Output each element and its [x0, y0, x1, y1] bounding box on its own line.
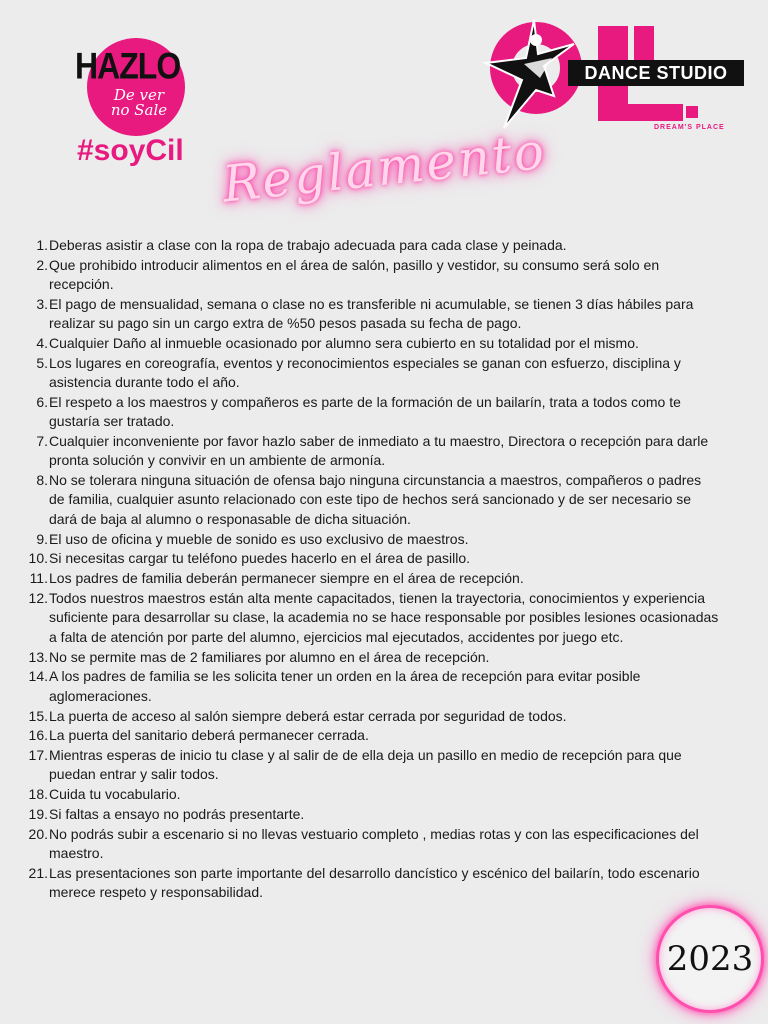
rule-number: 16.: [28, 727, 48, 744]
logo-tagline: [97, 88, 181, 118]
logo-dot: [686, 106, 698, 118]
rule-item: [20, 295, 720, 333]
rule-item: [20, 589, 720, 647]
rule-text: El uso de oficina y mueble de sonido es uso exclusivo de maestros.: [49, 530, 469, 547]
rule-number: 15.: [28, 707, 48, 724]
rule-text: Cuida tu vocabulario.: [49, 786, 181, 803]
rule-number: 11.: [29, 570, 48, 587]
rule-item: [20, 785, 720, 804]
rule-number: 5.: [36, 354, 48, 371]
logo-tagline-line2: no Sale: [110, 101, 168, 119]
rule-item: [20, 549, 720, 568]
studio-name: DANCE STUDIO: [568, 60, 744, 86]
studio-tagline: DREAM'S PLACE: [654, 124, 725, 131]
rule-item: [20, 334, 720, 353]
rule-item: [20, 236, 720, 255]
rule-item: [20, 726, 720, 745]
rule-item: [20, 825, 720, 863]
rule-number: 4.: [36, 335, 48, 352]
rule-text: Cualquier Daño al inmueble ocasionado por alumno sera cubierto en su totalidad por el mismo.: [49, 335, 639, 352]
rule-item: [20, 648, 720, 667]
rule-number: 2.: [36, 256, 48, 273]
rule-text: No se tolerara ninguna situación de ofensa bajo ninguna circunstancia a maestros, compañeros o padres de familia, cualquier asunto relacionado con este tipo de hechos será sancionado y de ser necesario se dará de baja al alumno o responasable de dicha situación.: [49, 472, 702, 527]
rule-item: [20, 864, 720, 902]
rule-item: [20, 569, 720, 588]
rule-text: Cualquier inconveniente por favor hazlo saber de inmediato a tu maestro, Directora o recepción para darle pronta solución y convivir en un ambiente de armonía.: [49, 433, 709, 469]
rule-number: 18.: [28, 786, 48, 803]
rule-number: 20.: [28, 826, 48, 843]
rule-text: El pago de mensualidad, semana o clase no es transferible ni acumulable, se tienen 3 días hábiles para realizar su pago sin un cargo extra de %50 pesos pasada su fecha de pago.: [49, 295, 694, 332]
rule-text: Si faltas a ensayo no podrás presentarte.: [49, 806, 305, 823]
rule-text: Los padres de familia deberán permanecer siempre en el área de recepción.: [49, 570, 524, 587]
rule-number: 6.: [36, 394, 48, 411]
rule-text: Los lugares en coreografía, eventos y reconocimientos especiales se ganan con esfuerzo, disciplina y asistencia durante todo el año.: [49, 354, 681, 391]
rule-item: [20, 707, 720, 726]
rule-text: El respeto a los maestros y compañeros es parte de la formación de un bailarín, trata a todos como te gustaría ser tratado.: [49, 394, 681, 430]
logo-hashtag: #soyCil: [77, 134, 184, 167]
rules-list: [20, 236, 720, 903]
rule-item: [20, 667, 720, 705]
rule-text: Mientras esperas de inicio tu clase y al salir de de ella deja un pasillo en medio de recepción para que puedan entrar y salir todos.: [49, 747, 682, 783]
logo-word: HAZLO: [75, 45, 181, 87]
rule-number: 14.: [28, 668, 48, 685]
hazlo-logo: [75, 30, 190, 167]
rule-item: [20, 746, 720, 784]
rule-text: Si necesitas cargar tu teléfono puedes hacerlo en el área de pasillo.: [49, 550, 471, 567]
rule-item: [20, 393, 720, 431]
rule-number: 17.: [28, 747, 48, 764]
rule-number: 7.: [36, 433, 48, 450]
rule-text: La puerta del sanitario deberá permanecer cerrada.: [49, 727, 369, 744]
rule-number: 9.: [36, 530, 48, 547]
logo-tagline-line1: De ver: [113, 86, 165, 104]
page-title: Reglamento: [219, 121, 549, 214]
rule-text: Todos nuestros maestros están alta mente capacitados, tienen la trayectoria, conocimientos y experiencia suficiente para desarrollar su clase, la academia no se hace responsable por posibles lesiones ocasionadas a falta de atención por parte del alumno, ejercicios mal ejecutados, accidentes por juego etc.: [49, 590, 719, 645]
rule-number: 1.: [36, 237, 48, 253]
rule-number: 12.: [28, 590, 48, 607]
rule-number: 8.: [36, 472, 48, 489]
rule-text: No se permite mas de 2 familiares por alumno en el área de recepción.: [49, 648, 490, 665]
rule-item: [20, 530, 720, 549]
rule-text: Las presentaciones son parte importante del desarrollo dancístico y escénico del bailarín, todo escenario merece respeto y responsabilidad.: [49, 865, 700, 901]
rule-number: 21.: [28, 865, 48, 882]
rule-item: [20, 354, 720, 392]
logo-letter-l: [598, 104, 683, 121]
rule-item: [20, 471, 720, 529]
rule-number: 3.: [36, 295, 48, 312]
rule-item: [20, 432, 720, 470]
rule-number: 13.: [28, 648, 48, 665]
rule-number: 10.: [28, 550, 48, 567]
rule-item: [20, 805, 720, 824]
rule-text: No podrás subir a escenario si no llevas vestuario completo , medias rotas y con las especificaciones del maestro.: [49, 826, 699, 862]
year-badge: 2023: [656, 905, 764, 1013]
rule-text: La puerta de acceso al salón siempre deberá estar cerrada por seguridad de todos.: [49, 707, 567, 724]
rule-text: A los padres de familia se les solicita tener un orden en la área de recepción para evitar posible aglomeraciones.: [49, 668, 641, 704]
rule-item: [20, 256, 720, 294]
rule-number: 19.: [28, 806, 48, 823]
rule-text: Que prohibido introducir alimentos en el área de salón, pasillo y vestidor, su consumo será solo en recepción.: [49, 256, 660, 293]
rule-text: Deberas asistir a clase con la ropa de trabajo adecuada para cada clase y peinada.: [49, 237, 567, 253]
